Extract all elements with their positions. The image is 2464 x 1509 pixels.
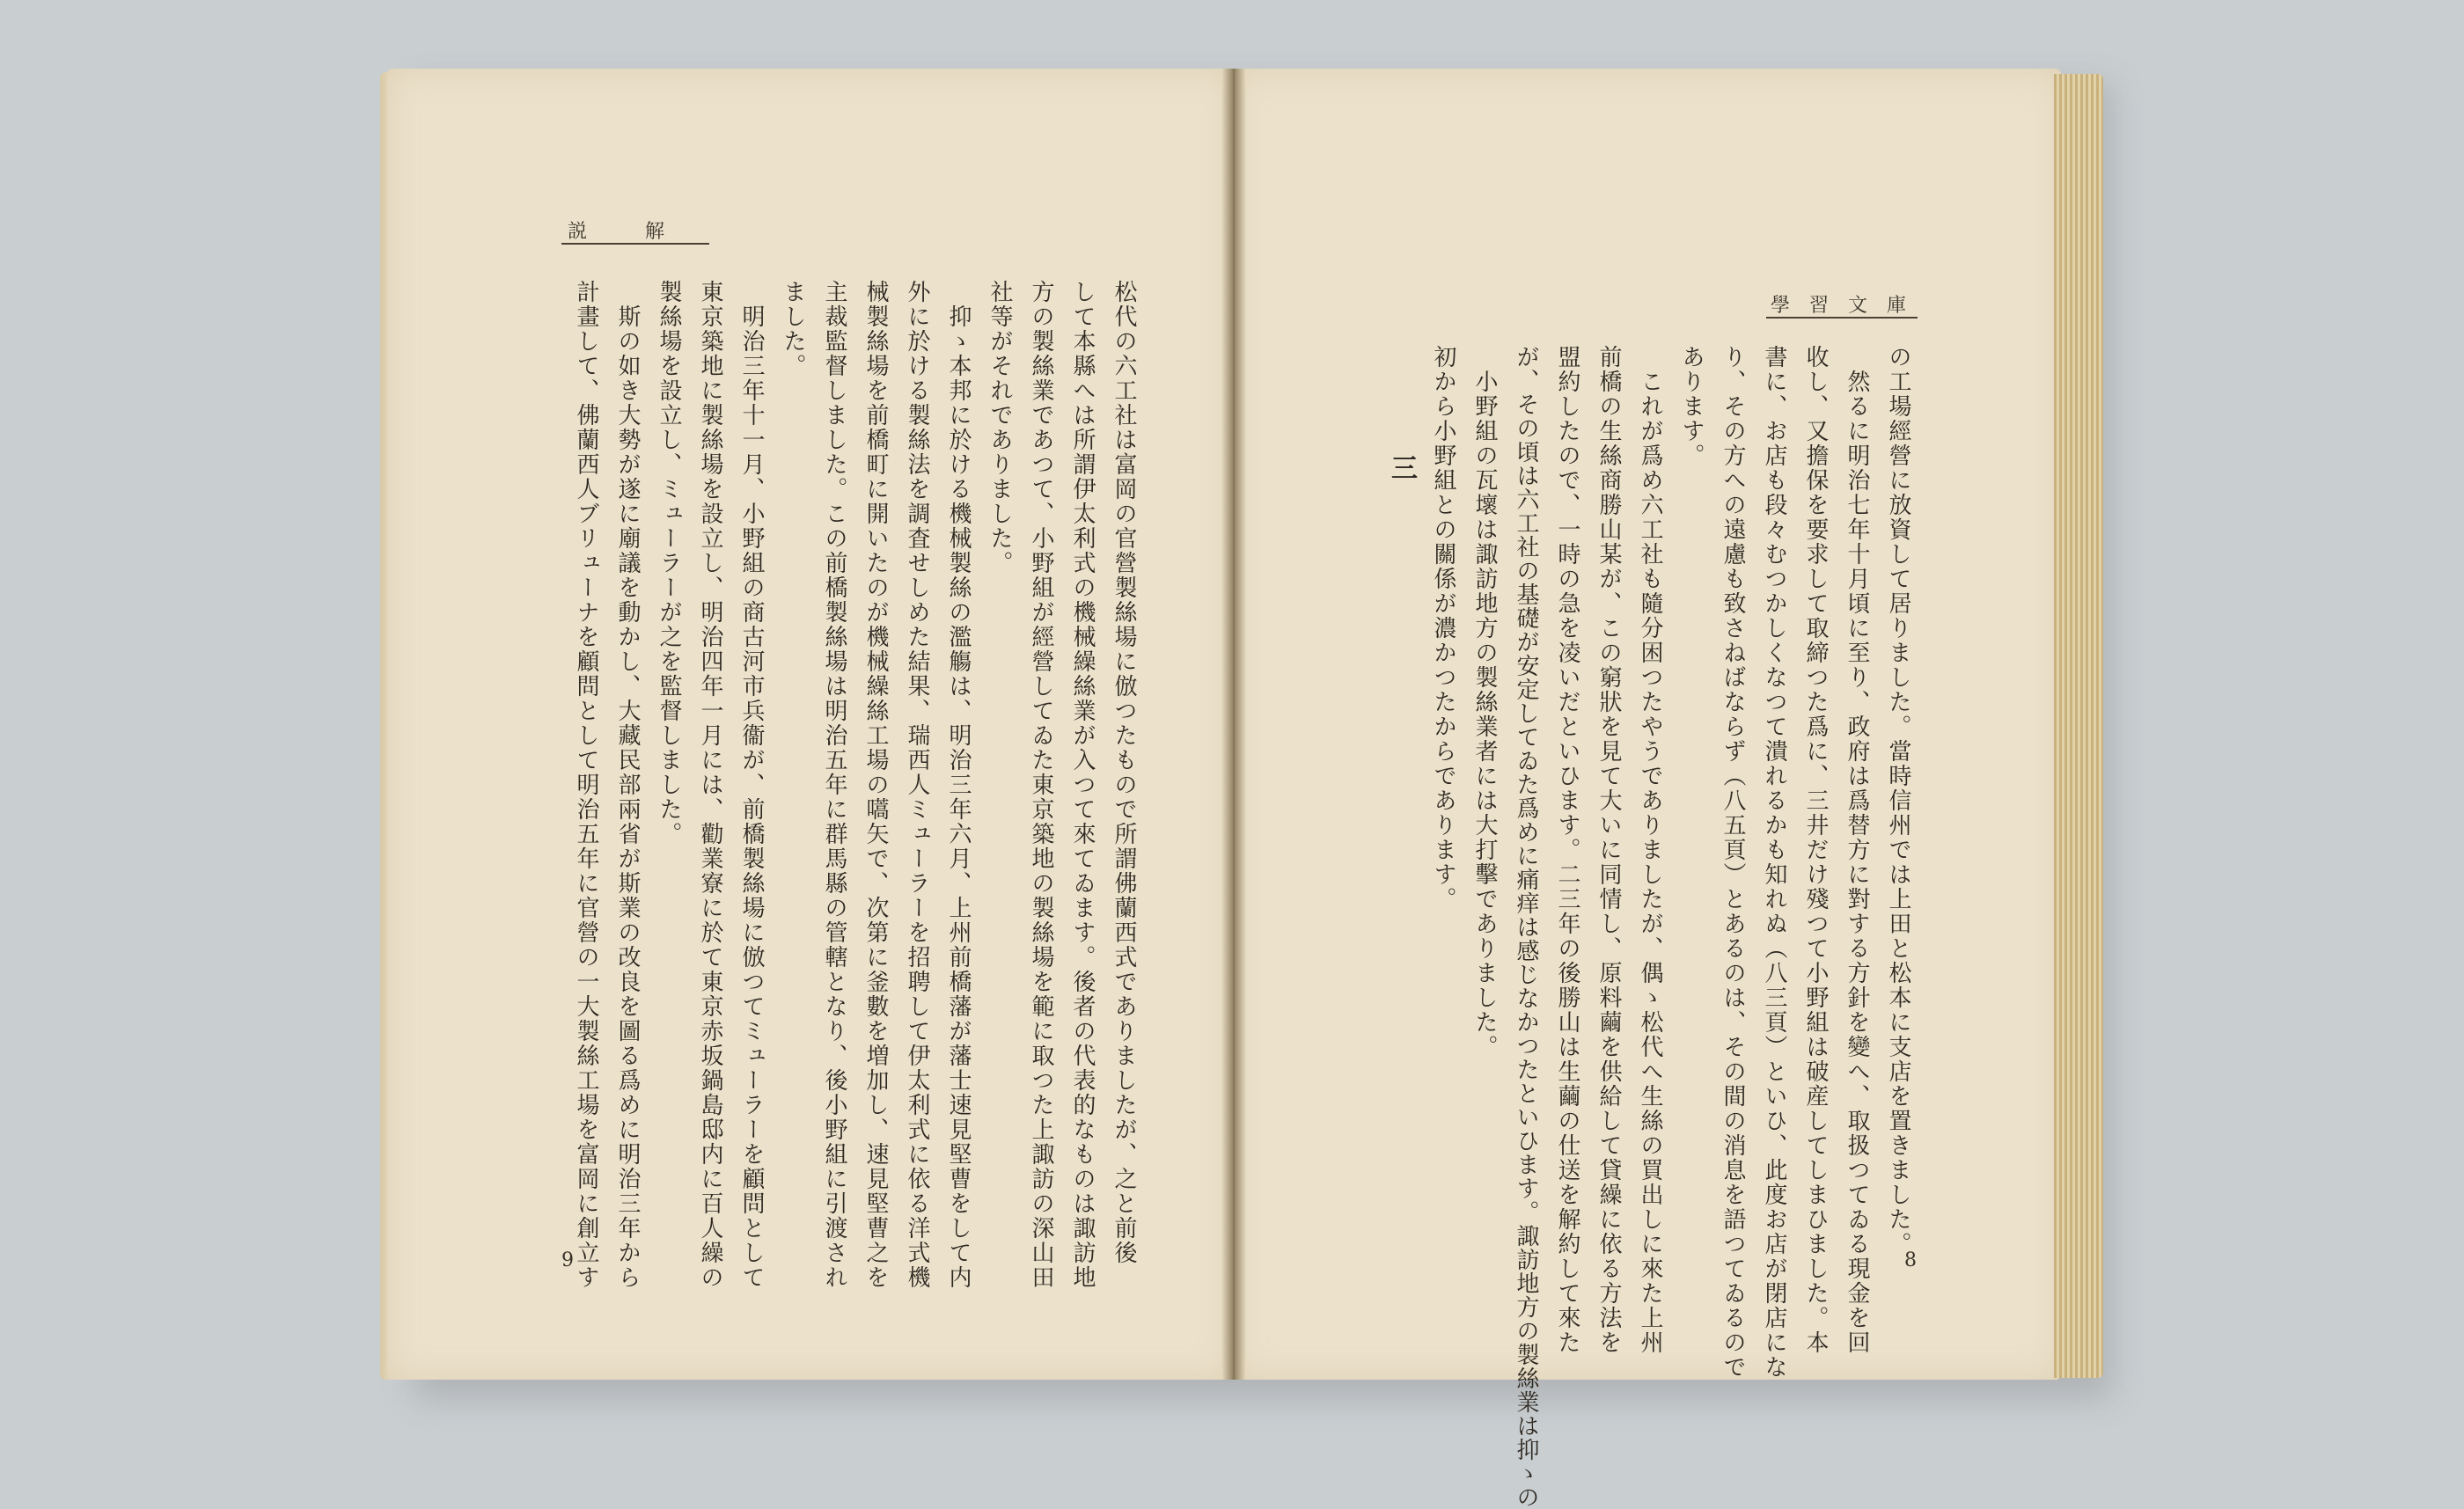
text-column: して本縣へは所謂伊太利式の機械繰絲業が入つて來てゐます。後者の代表的なものは諏訪地 bbox=[1069, 280, 1096, 1290]
left-page bbox=[387, 69, 1232, 1380]
right-page-number: 8 bbox=[1904, 1249, 1917, 1271]
text-column: 收し、又擔保を要求して取締つた爲に、三井だけ殘つて小野組は破産してしまひました。本 bbox=[1802, 345, 1829, 1355]
text-column: 計畫して、佛蘭西人ブリューナを顧問として明治五年に官營の一大製絲工場を富岡に創立す bbox=[573, 280, 599, 1290]
text-column: 方の製絲業であつて、小野組が經營してゐた東京築地の製絲場を範に取つた上諏訪の深山田 bbox=[1028, 280, 1054, 1290]
text-column: 前橋の生絲商勝山某が、この窮狀を見て大いに同情し、原料繭を供給して貸繰に依る方法を bbox=[1595, 345, 1622, 1355]
text-column: 然るに明治七年十月頃に至り、政府は爲替方に對する方針を變へ、取扱つてゐる現金を回 bbox=[1844, 370, 1870, 1355]
text-column: 主裁監督しました。この前橋製絲場は明治五年に群馬縣の管轄となり、後小野組に引渡され bbox=[821, 280, 847, 1290]
section-number: 三 bbox=[1386, 454, 1417, 480]
text-column: 小野組の瓦壞は諏訪地方の製絲業者には大打擊でありました。 bbox=[1471, 370, 1498, 1059]
right-header-rule bbox=[1766, 317, 1918, 319]
left-header-rule bbox=[561, 243, 709, 245]
text-column: 製絲場を設立し、ミューラーが之を監督しました。 bbox=[656, 280, 682, 846]
text-column: あります。 bbox=[1678, 345, 1705, 468]
text-column: 斯の如き大勢が遂に廟議を動かし、大藏民部兩省が斯業の改良を圖る爲めに明治三年から bbox=[614, 304, 641, 1290]
right-page bbox=[1234, 69, 2061, 1509]
text-column: 械製絲場を前橋町に開いたのが機械繰絲工場の嚆矢で、次第に釜數を増加し、速見堅曹之を bbox=[862, 280, 889, 1290]
text-column: 東京築地に製絲場を設立し、明治四年一月には、勸業寮に於て東京赤坂鍋島邸内に百人繰の bbox=[697, 280, 723, 1290]
text-column: 松代の六工社は富岡の官營製絲場に倣つたもので所謂佛蘭西式でありましたが、之と前後 bbox=[1111, 280, 1137, 1265]
text-column: 書に、お店も段々むつかしくなつて潰れるかも知れぬ（八三頁）といひ、此度お店が閉店にな bbox=[1761, 345, 1787, 1380]
text-column: 社等がそれでありました。 bbox=[986, 280, 1013, 575]
left-page-number: 9 bbox=[561, 1249, 574, 1271]
left-page-header: 説 解 bbox=[568, 221, 665, 243]
right-page-header: 學 習 文 庫 bbox=[1771, 295, 1907, 317]
right-page-edge bbox=[2054, 74, 2103, 1378]
text-column: ました。 bbox=[780, 280, 806, 378]
text-column: これが爲め六工社も隨分困つたやうでありましたが、偶ゝ松代へ生絲の買出しに來た上州 bbox=[1637, 370, 1663, 1355]
text-column: り、その方への遠慮も致さねばならず（八五頁）とあるのは、その間の消息を語つてゐるので bbox=[1720, 345, 1746, 1380]
text-column: 初から小野組との關係が濃かつたからであります。 bbox=[1430, 345, 1456, 912]
text-column: 外に於ける製絲法を調査せしめた結果、瑞西人ミューラーを招聘して伊太利式に依る洋式機 bbox=[904, 280, 930, 1290]
text-column: 明治三年十一月、小野組の商古河市兵衞が、前橋製絲場に倣つてミューラーを顧問として bbox=[738, 304, 765, 1290]
text-column: の工場經營に放資して居りました。當時信州では上田と松本に支店を置きました。 bbox=[1885, 345, 1911, 1256]
text-column: 盟約したので、一時の急を凌いだといひます。二三年の後勝山は生繭の仕送を解約して來た bbox=[1554, 345, 1580, 1355]
text-column: が、その頃は六工社の基礎が安定してゐた爲めに痛痒は感じなかつたといひます。諏訪地方の製絲業は抑ゝの bbox=[1513, 345, 1539, 1509]
book-gutter bbox=[1221, 69, 1246, 1380]
text-column: 抑ゝ本邦に於ける機械製絲の濫觴は、明治三年六月、上州前橋藩が藩士速見堅曹をして内 bbox=[945, 304, 972, 1290]
